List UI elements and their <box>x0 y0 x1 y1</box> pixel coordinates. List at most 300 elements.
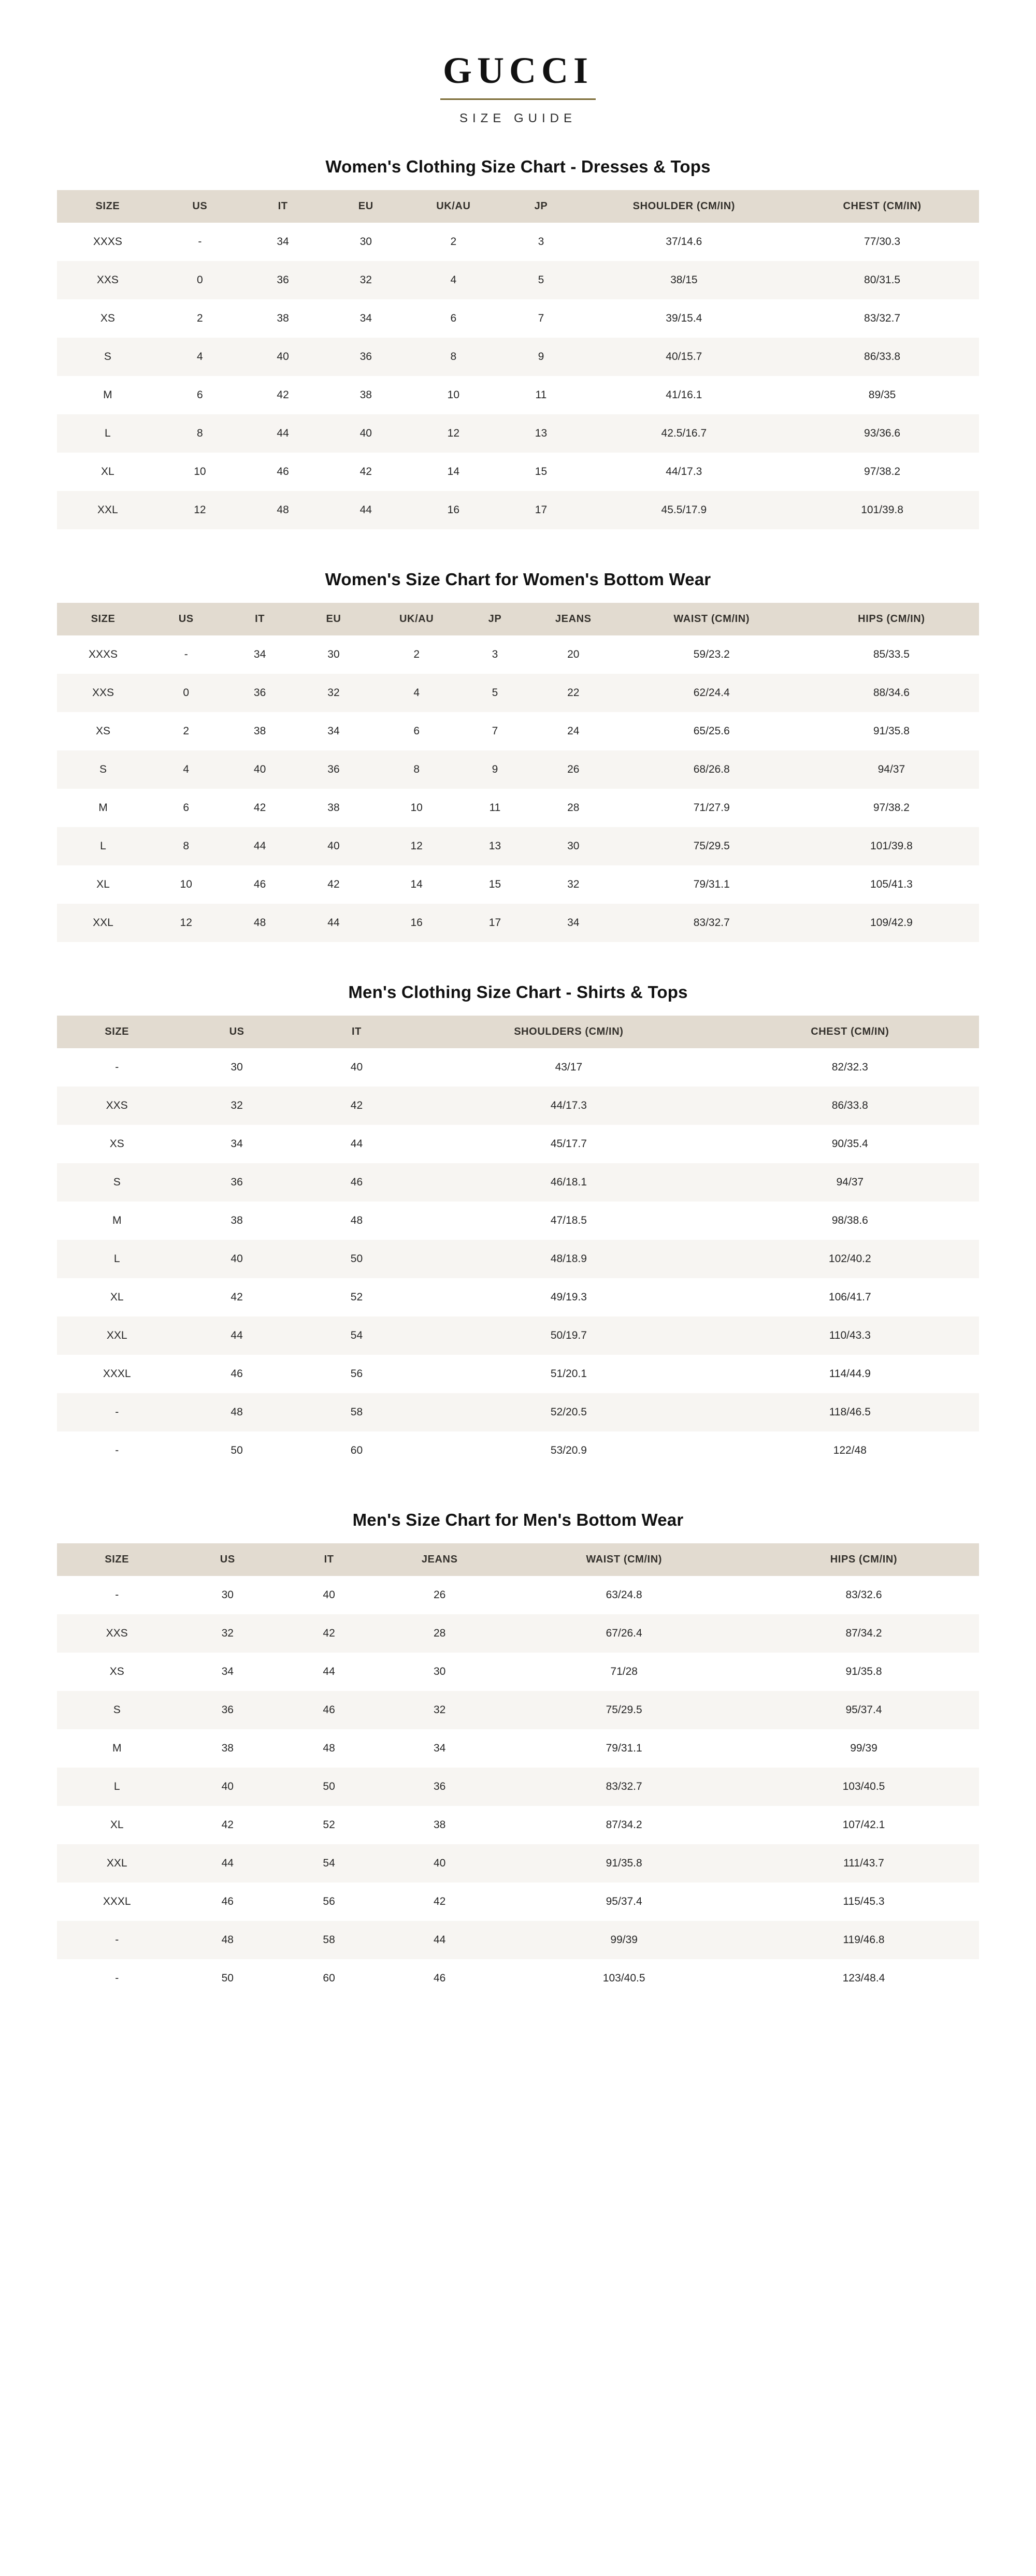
table-cell: 36 <box>223 674 296 712</box>
table-cell: 50 <box>297 1240 416 1278</box>
table-cell: 44/17.3 <box>583 453 786 491</box>
table-cell: 26 <box>380 1576 499 1614</box>
table-cell: 7 <box>499 299 582 338</box>
table-row <box>57 827 979 865</box>
table-cell: 24 <box>527 712 620 750</box>
table-cell: 32 <box>527 865 620 904</box>
table-cell: 48 <box>177 1393 296 1431</box>
size-chart-section <box>57 570 979 942</box>
section-title: Men's Size Chart for Men's Bottom Wear <box>352 1510 684 1529</box>
table-cell: 34 <box>177 1653 278 1691</box>
table-cell: 30 <box>297 635 370 674</box>
table-cell: 4 <box>149 750 223 789</box>
table-cell: 94/37 <box>721 1163 979 1202</box>
table-cell: 42 <box>223 789 296 827</box>
table-cell: 26 <box>527 750 620 789</box>
table-cell: 88/34.6 <box>804 674 979 712</box>
size-label-cell: XXS <box>57 261 159 299</box>
table-cell: 111/43.7 <box>749 1844 979 1883</box>
size-label-cell: - <box>57 1959 177 1998</box>
table-cell: 6 <box>407 299 499 338</box>
table-cell: 58 <box>297 1393 416 1431</box>
table-cell: 44 <box>177 1844 278 1883</box>
table-cell: 28 <box>380 1614 499 1653</box>
table-cell: 40 <box>297 1048 416 1087</box>
table-cell: 4 <box>370 674 463 712</box>
table-row <box>57 223 979 261</box>
table-cell: 89/35 <box>785 376 979 414</box>
table-cell: 38 <box>241 299 324 338</box>
size-label-cell: XXL <box>57 1316 177 1355</box>
table-cell: 8 <box>149 827 223 865</box>
column-header: IT <box>297 1016 416 1048</box>
size-label-cell: L <box>57 1240 177 1278</box>
size-label-cell: XXL <box>57 1844 177 1883</box>
table-cell: 12 <box>370 827 463 865</box>
table-row <box>57 1576 979 1614</box>
table-cell: 99/39 <box>749 1729 979 1768</box>
table-cell: 62/24.4 <box>620 674 804 712</box>
size-label-cell: XXL <box>57 491 159 529</box>
size-label-cell: XL <box>57 1806 177 1844</box>
table-row <box>57 1921 979 1959</box>
table-row <box>57 1048 979 1087</box>
size-label-cell: - <box>57 1576 177 1614</box>
table-cell: 2 <box>159 299 241 338</box>
table-cell: 9 <box>463 750 527 789</box>
table-cell: 12 <box>159 491 241 529</box>
table-cell: 46 <box>223 865 296 904</box>
table-cell: 40 <box>223 750 296 789</box>
table-cell: 94/37 <box>804 750 979 789</box>
size-label-cell: M <box>57 1729 177 1768</box>
table-cell: 39/15.4 <box>583 299 786 338</box>
table-cell: 80/31.5 <box>785 261 979 299</box>
column-header: SIZE <box>57 190 159 223</box>
table-cell: 5 <box>463 674 527 712</box>
size-label-cell: XL <box>57 1278 177 1316</box>
table-cell: 67/26.4 <box>499 1614 749 1653</box>
table-cell: 7 <box>463 712 527 750</box>
table-cell: 83/32.6 <box>749 1576 979 1614</box>
table-cell: 42 <box>380 1883 499 1921</box>
table-cell: 37/14.6 <box>583 223 786 261</box>
table-cell: 9 <box>499 338 582 376</box>
table-row <box>57 376 979 414</box>
table-cell: 91/35.8 <box>749 1653 979 1691</box>
section-title: Women's Size Chart for Women's Bottom Wear <box>325 570 711 589</box>
table-cell: 38 <box>177 1202 296 1240</box>
table-cell: 44 <box>380 1921 499 1959</box>
table-cell: 10 <box>407 376 499 414</box>
table-cell: 34 <box>177 1125 296 1163</box>
table-cell: 38 <box>380 1806 499 1844</box>
table-cell: 75/29.5 <box>620 827 804 865</box>
table-row <box>57 1087 979 1125</box>
table-cell: 47/18.5 <box>416 1202 721 1240</box>
table-cell: 79/31.1 <box>499 1729 749 1768</box>
table-row <box>57 1806 979 1844</box>
table-cell: 13 <box>463 827 527 865</box>
table-cell: 97/38.2 <box>785 453 979 491</box>
table-cell: 32 <box>324 261 407 299</box>
table-cell: 50 <box>278 1768 380 1806</box>
size-label-cell: L <box>57 827 149 865</box>
table-cell: 48 <box>297 1202 416 1240</box>
table-cell: 36 <box>177 1163 296 1202</box>
table-row <box>57 1883 979 1921</box>
table-cell: 38 <box>177 1729 278 1768</box>
table-row <box>57 865 979 904</box>
size-label-cell: - <box>57 1393 177 1431</box>
table-cell: 95/37.4 <box>749 1691 979 1729</box>
table-cell: 40 <box>380 1844 499 1883</box>
table-cell: 63/24.8 <box>499 1576 749 1614</box>
table-cell: 2 <box>407 223 499 261</box>
table-cell: 49/19.3 <box>416 1278 721 1316</box>
table-cell: 46 <box>297 1163 416 1202</box>
section-title: Women's Clothing Size Chart - Dresses & Tops <box>325 157 711 176</box>
size-label-cell: XS <box>57 712 149 750</box>
table-cell: 50 <box>177 1431 296 1470</box>
table-cell: 97/38.2 <box>804 789 979 827</box>
table-cell: 2 <box>370 635 463 674</box>
table-row <box>57 1202 979 1240</box>
table-cell: 110/43.3 <box>721 1316 979 1355</box>
table-cell: 46 <box>278 1691 380 1729</box>
table-cell: 118/46.5 <box>721 1393 979 1431</box>
table-cell: 40/15.7 <box>583 338 786 376</box>
table-row <box>57 1614 979 1653</box>
brand-header <box>57 52 979 126</box>
table-row <box>57 1431 979 1470</box>
table-cell: 42 <box>297 865 370 904</box>
table-cell: 48 <box>177 1921 278 1959</box>
table-cell: 34 <box>380 1729 499 1768</box>
table-row <box>57 789 979 827</box>
table-cell: 86/33.8 <box>721 1087 979 1125</box>
table-cell: 54 <box>297 1316 416 1355</box>
table-cell: 36 <box>177 1691 278 1729</box>
table-cell: 32 <box>297 674 370 712</box>
table-cell: 85/33.5 <box>804 635 979 674</box>
table-cell: 44 <box>297 904 370 942</box>
table-cell: 50 <box>177 1959 278 1998</box>
table-cell: 42 <box>177 1278 296 1316</box>
column-header: SHOULDERS (CM/IN) <box>416 1016 721 1048</box>
table-cell: - <box>149 635 223 674</box>
size-label-cell: XXS <box>57 1087 177 1125</box>
table-cell: 115/45.3 <box>749 1883 979 1921</box>
table-cell: 122/48 <box>721 1431 979 1470</box>
table-cell: 44 <box>278 1653 380 1691</box>
column-header: WAIST (CM/IN) <box>499 1543 749 1576</box>
table-row <box>57 261 979 299</box>
size-label-cell: XXL <box>57 904 149 942</box>
table-cell: 107/42.1 <box>749 1806 979 1844</box>
brand-logo: GUCCI <box>442 50 593 91</box>
size-chart-section <box>57 157 979 529</box>
table-cell: 6 <box>370 712 463 750</box>
table-cell: 77/30.3 <box>785 223 979 261</box>
table-cell: 46 <box>241 453 324 491</box>
table-cell: 38 <box>297 789 370 827</box>
table-cell: 42 <box>297 1087 416 1125</box>
table-cell: 30 <box>177 1048 296 1087</box>
table-cell: 42 <box>177 1806 278 1844</box>
table-cell: 32 <box>177 1614 278 1653</box>
column-header: US <box>149 603 223 635</box>
table-cell: 34 <box>223 635 296 674</box>
table-cell: 3 <box>463 635 527 674</box>
table-row <box>57 453 979 491</box>
size-label-cell: XL <box>57 453 159 491</box>
size-label-cell: XXXL <box>57 1883 177 1921</box>
size-label-cell: XS <box>57 299 159 338</box>
section-title: Men's Clothing Size Chart - Shirts & Tops <box>348 982 688 1002</box>
table-cell: 5 <box>499 261 582 299</box>
size-table <box>57 603 979 942</box>
table-cell: 93/36.6 <box>785 414 979 453</box>
table-cell: 86/33.8 <box>785 338 979 376</box>
column-header: US <box>177 1543 278 1576</box>
table-cell: 16 <box>407 491 499 529</box>
size-table <box>57 1016 979 1470</box>
table-cell: - <box>159 223 241 261</box>
table-cell: 8 <box>159 414 241 453</box>
table-cell: 75/29.5 <box>499 1691 749 1729</box>
table-cell: 30 <box>527 827 620 865</box>
table-row <box>57 712 979 750</box>
size-label-cell: M <box>57 1202 177 1240</box>
size-label-cell: - <box>57 1431 177 1470</box>
table-cell: 28 <box>527 789 620 827</box>
table-cell: 17 <box>499 491 582 529</box>
table-cell: 40 <box>297 827 370 865</box>
table-cell: 15 <box>499 453 582 491</box>
table-cell: 40 <box>241 338 324 376</box>
table-cell: 11 <box>499 376 582 414</box>
table-cell: 44 <box>324 491 407 529</box>
column-header: JP <box>463 603 527 635</box>
table-cell: 45.5/17.9 <box>583 491 786 529</box>
size-label-cell: XL <box>57 865 149 904</box>
table-row <box>57 1768 979 1806</box>
column-header: CHEST (CM/IN) <box>721 1016 979 1048</box>
table-cell: 83/32.7 <box>620 904 804 942</box>
table-cell: 44 <box>297 1125 416 1163</box>
table-cell: 14 <box>407 453 499 491</box>
table-cell: 10 <box>370 789 463 827</box>
table-cell: 44 <box>177 1316 296 1355</box>
table-cell: 98/38.6 <box>721 1202 979 1240</box>
table-cell: 44 <box>241 414 324 453</box>
table-cell: 52 <box>278 1806 380 1844</box>
size-label-cell: XXXS <box>57 635 149 674</box>
table-cell: 34 <box>527 904 620 942</box>
size-label-cell: XXS <box>57 1614 177 1653</box>
table-row <box>57 1163 979 1202</box>
table-row <box>57 1691 979 1729</box>
table-row <box>57 750 979 789</box>
table-cell: 119/46.8 <box>749 1921 979 1959</box>
table-cell: 53/20.9 <box>416 1431 721 1470</box>
table-cell: 65/25.6 <box>620 712 804 750</box>
table-row <box>57 1125 979 1163</box>
table-cell: 32 <box>177 1087 296 1125</box>
table-cell: 36 <box>297 750 370 789</box>
table-cell: 10 <box>149 865 223 904</box>
table-cell: 3 <box>499 223 582 261</box>
table-row <box>57 1729 979 1768</box>
table-cell: 91/35.8 <box>804 712 979 750</box>
table-cell: 40 <box>278 1576 380 1614</box>
table-cell: 90/35.4 <box>721 1125 979 1163</box>
column-header: IT <box>223 603 296 635</box>
table-cell: 114/44.9 <box>721 1355 979 1393</box>
size-label-cell: L <box>57 414 159 453</box>
table-cell: 109/42.9 <box>804 904 979 942</box>
size-label-cell: - <box>57 1048 177 1087</box>
table-cell: 40 <box>324 414 407 453</box>
table-cell: 71/27.9 <box>620 789 804 827</box>
table-row <box>57 1316 979 1355</box>
table-cell: 83/32.7 <box>785 299 979 338</box>
table-cell: 45/17.7 <box>416 1125 721 1163</box>
table-row <box>57 635 979 674</box>
brand-divider <box>440 98 596 100</box>
table-cell: 91/35.8 <box>499 1844 749 1883</box>
table-cell: 6 <box>149 789 223 827</box>
table-cell: 46/18.1 <box>416 1163 721 1202</box>
table-cell: 95/37.4 <box>499 1883 749 1921</box>
table-cell: 48 <box>241 491 324 529</box>
table-cell: 44/17.3 <box>416 1087 721 1125</box>
table-cell: 30 <box>177 1576 278 1614</box>
size-chart-sections <box>57 157 979 1998</box>
table-cell: 71/28 <box>499 1653 749 1691</box>
size-label-cell: XS <box>57 1653 177 1691</box>
table-cell: 16 <box>370 904 463 942</box>
table-row <box>57 1278 979 1316</box>
column-header: CHEST (CM/IN) <box>785 190 979 223</box>
table-cell: 82/32.3 <box>721 1048 979 1087</box>
table-cell: 34 <box>241 223 324 261</box>
table-cell: 42 <box>324 453 407 491</box>
table-row <box>57 1355 979 1393</box>
table-cell: 20 <box>527 635 620 674</box>
table-cell: 52 <box>297 1278 416 1316</box>
column-header: HIPS (CM/IN) <box>749 1543 979 1576</box>
table-cell: 34 <box>297 712 370 750</box>
table-cell: 8 <box>407 338 499 376</box>
table-cell: 44 <box>223 827 296 865</box>
table-row <box>57 1844 979 1883</box>
table-cell: 79/31.1 <box>620 865 804 904</box>
column-header: JEANS <box>527 603 620 635</box>
size-label-cell: L <box>57 1768 177 1806</box>
table-header-row <box>57 603 979 635</box>
column-header: JP <box>499 190 582 223</box>
size-label-cell: S <box>57 1691 177 1729</box>
table-cell: 56 <box>297 1355 416 1393</box>
table-cell: 54 <box>278 1844 380 1883</box>
table-row <box>57 1653 979 1691</box>
column-header: US <box>159 190 241 223</box>
column-header: HIPS (CM/IN) <box>804 603 979 635</box>
size-label-cell: XS <box>57 1125 177 1163</box>
table-cell: 8 <box>370 750 463 789</box>
table-cell: 60 <box>297 1431 416 1470</box>
table-cell: 2 <box>149 712 223 750</box>
table-cell: 46 <box>177 1355 296 1393</box>
table-row <box>57 491 979 529</box>
table-cell: 42 <box>241 376 324 414</box>
table-cell: 0 <box>159 261 241 299</box>
table-cell: 59/23.2 <box>620 635 804 674</box>
table-cell: 46 <box>380 1959 499 1998</box>
table-cell: 99/39 <box>499 1921 749 1959</box>
table-cell: 102/40.2 <box>721 1240 979 1278</box>
table-header-row <box>57 1543 979 1576</box>
table-cell: 87/34.2 <box>749 1614 979 1653</box>
size-label-cell: S <box>57 338 159 376</box>
table-cell: 10 <box>159 453 241 491</box>
size-label-cell: - <box>57 1921 177 1959</box>
table-cell: 12 <box>149 904 223 942</box>
table-cell: 101/39.8 <box>785 491 979 529</box>
size-label-cell: M <box>57 376 159 414</box>
page-subtitle: SIZE GUIDE <box>459 111 577 125</box>
table-cell: 38 <box>324 376 407 414</box>
column-header: IT <box>241 190 324 223</box>
table-cell: 40 <box>177 1240 296 1278</box>
table-cell: 106/41.7 <box>721 1278 979 1316</box>
table-row <box>57 299 979 338</box>
table-cell: 13 <box>499 414 582 453</box>
table-cell: 12 <box>407 414 499 453</box>
column-header: EU <box>297 603 370 635</box>
size-chart-section <box>57 982 979 1470</box>
table-cell: 4 <box>159 338 241 376</box>
column-header: JEANS <box>380 1543 499 1576</box>
table-cell: 0 <box>149 674 223 712</box>
table-cell: 43/17 <box>416 1048 721 1087</box>
table-cell: 40 <box>177 1768 278 1806</box>
column-header: SIZE <box>57 1016 177 1048</box>
table-row <box>57 414 979 453</box>
table-cell: 32 <box>380 1691 499 1729</box>
column-header: SIZE <box>57 1543 177 1576</box>
table-cell: 4 <box>407 261 499 299</box>
column-header: UK/AU <box>370 603 463 635</box>
table-cell: 50/19.7 <box>416 1316 721 1355</box>
table-cell: 30 <box>324 223 407 261</box>
column-header: UK/AU <box>407 190 499 223</box>
column-header: EU <box>324 190 407 223</box>
table-cell: 87/34.2 <box>499 1806 749 1844</box>
table-cell: 123/48.4 <box>749 1959 979 1998</box>
size-label-cell: S <box>57 1163 177 1202</box>
table-cell: 58 <box>278 1921 380 1959</box>
table-row <box>57 1240 979 1278</box>
table-header-row <box>57 190 979 223</box>
table-cell: 36 <box>380 1768 499 1806</box>
table-cell: 48/18.9 <box>416 1240 721 1278</box>
table-cell: 48 <box>278 1729 380 1768</box>
table-cell: 42.5/16.7 <box>583 414 786 453</box>
table-cell: 46 <box>177 1883 278 1921</box>
